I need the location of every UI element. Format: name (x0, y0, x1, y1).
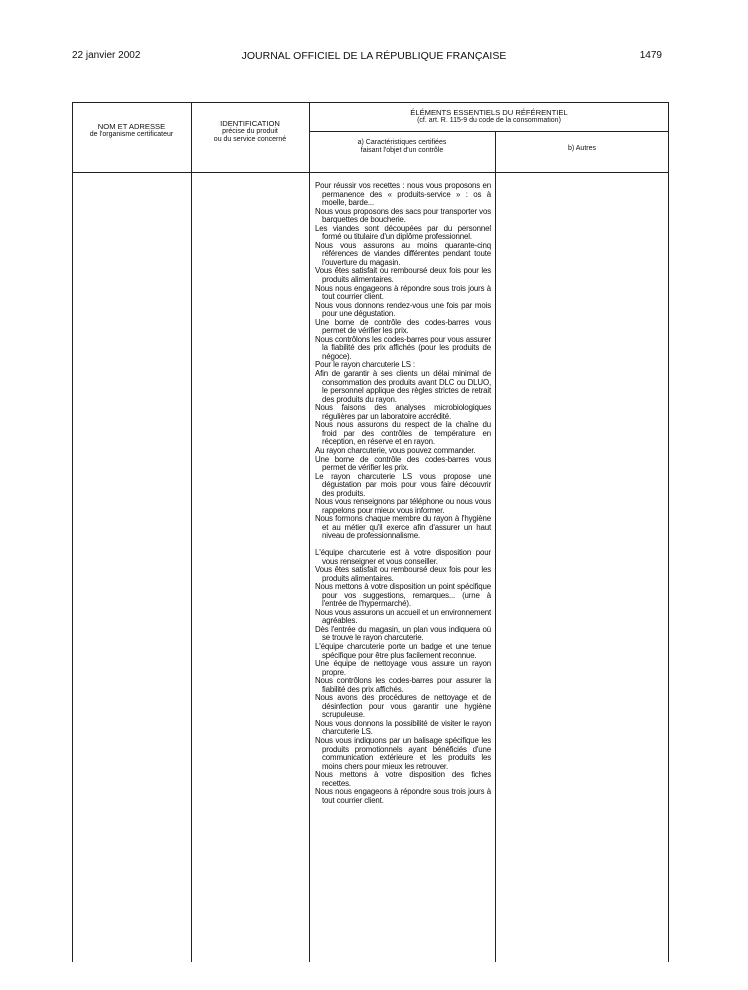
paragraph: L'équipe charcuterie porte un badge et une tenue spécifique pour être plus facilement reconnue. (315, 641, 491, 660)
header-date: 22 janvier 2002 (72, 50, 141, 61)
paragraph: Nous vous renseignons par téléphone ou nous vous rappelons pour mieux vous informer. (315, 497, 491, 515)
header-identification (191, 120, 309, 144)
paragraph: Une borne de contrôle des codes-barres vous permet de vérifier les prix. (315, 454, 491, 473)
paragraph: Nous vous indiquons par un balisage spécifique les produits promotionnels ayant bénéficiés d'une communication extérieure et les produits les moins chers pour mieux les retrouver. (315, 736, 491, 771)
paragraph: Les viandes sont découpées par du personnel formé ou titulaire d'un diplôme professionnel. (315, 223, 491, 242)
col-border-3 (495, 131, 496, 962)
header-identification-title: IDENTIFICATION (220, 119, 280, 128)
header-elements-essentiels (309, 109, 669, 125)
header-nom-subtitle: de l'organisme certificateur (89, 131, 174, 138)
paragraph: Nous nous assurons du respect de la chaîne du froid par des contrôles de température en réception, en réserve et en rayon. (315, 420, 491, 447)
col-border-right (668, 102, 669, 962)
paragraph: Pour réussir vos recettes : nous vous proposons en permanence des « produits-service » : os à moelle, barde... (315, 181, 491, 208)
paragraph: Vous êtes satisfait ou remboursé deux fois pour les produits alimentaires. (315, 565, 491, 583)
caracteristiques-text (315, 182, 491, 805)
header-a-line2: faisant l'objet d'un contrôle (360, 147, 444, 154)
paragraph: Nous mettons à votre disposition des fiches recettes. (315, 770, 491, 788)
paragraph: Nous avons des procédures de nettoyage et de désinfection pour vous garantir une hygiène scrupuleuse. (315, 693, 491, 720)
header-identification-line2: ou du service concerné (213, 136, 287, 143)
paragraph: Vous êtes satisfait ou remboursé deux fois pour les produits alimentaires. (315, 266, 491, 285)
header-elements-subtitle: (cf. art. R. 115-9 du code de la consommation) (417, 117, 561, 124)
header-nom-title: NOM ET ADRESSE (97, 122, 166, 131)
paragraph: Afin de garantir à ses clients un délai minimal de consommation des produits avant DLC ou DLUO, le personnel applique des règles strictes de retrait des produits du rayon. (315, 369, 491, 404)
paragraph: Nous vous donnons la possibilité de visiter le rayon charcuterie LS. (315, 718, 491, 737)
header-elements-title: ÉLÉMENTS ESSENTIELS DU RÉFÉRENTIEL (410, 108, 568, 117)
paragraph: Nous contrôlons les codes-barres pour assurer la fiabilité des prix affichés. (315, 676, 491, 694)
paragraph: Nous mettons à votre disposition un point spécifique pour vos suggestions, remarques... (urne à l'entrée de l'hypermarché). (315, 582, 491, 609)
paragraph: Au rayon charcuterie, vous pouvez commander. (315, 445, 476, 455)
paragraph: Nous vous donnons rendez-vous une fois par mois pour une dégustation. (315, 300, 491, 319)
col-border-left (72, 102, 73, 962)
paragraph: Nous contrôlons les codes-barres pour vous assurer la fiabilité des prix affichés (pour les produits de négoce). (315, 334, 491, 361)
header-identification-line1: précise du produit (222, 128, 278, 135)
col-border-2 (309, 102, 310, 962)
paragraph: Nous vous assurons au moins quarante-cinq références de viandes différentes pendant toute l'ouverture du magasin. (315, 240, 491, 267)
page-number: 1479 (639, 50, 662, 61)
paragraph: Le rayon charcuterie LS vous propose une dégustation par mois pour vous faire découvrir des produits. (315, 471, 491, 498)
journal-title: JOURNAL OFFICIEL DE LA RÉPUBLIQUE FRANÇAISE (241, 50, 507, 62)
paragraph: Nous nous engageons à répondre sous trois jours à tout courrier client. (315, 787, 491, 805)
paragraph: Dès l'entrée du magasin, un plan vous indiquera où se trouve le rayon charcuterie. (315, 624, 491, 643)
paragraph: Une borne de contrôle des codes-barres vous permet de vérifier les prix. (315, 317, 491, 336)
header-autres: b) Autres (567, 145, 596, 152)
header-bottom-border (72, 172, 669, 173)
paragraph: Nous vous assurons un accueil et un environnement agréables. (315, 607, 491, 626)
paragraph: Pour le rayon charcuterie LS : (315, 360, 415, 370)
header-a-line1: a) Caractéristiques certifiées (357, 139, 447, 146)
paragraph: Nous faisons des analyses microbiologiques régulières par un laboratoire accrédité. (315, 403, 491, 421)
paragraph: Nous formons chaque membre du rayon à l'hygiène et au métier qu'il exerce afin d'assurer un haut niveau de professionnalisme. (315, 514, 491, 541)
header-caracteristiques-certifiees (309, 139, 495, 155)
col-border-1 (191, 102, 192, 962)
paragraph: L'équipe charcuterie est à votre disposition pour vous renseigner et vous conseiller. (315, 547, 491, 566)
paragraph: Nous nous engageons à répondre sous trois jours à tout courrier client. (315, 283, 491, 302)
referential-table (72, 102, 669, 962)
table-top-border (72, 102, 669, 103)
paragraph: Une équipe de nettoyage vous assure un rayon propre. (315, 659, 491, 677)
elements-subheader-border (309, 131, 669, 132)
header-nom-adresse (72, 123, 191, 139)
paragraph: Nous vous proposons des sacs pour transporter vos barquettes de boucherie. (315, 206, 491, 225)
